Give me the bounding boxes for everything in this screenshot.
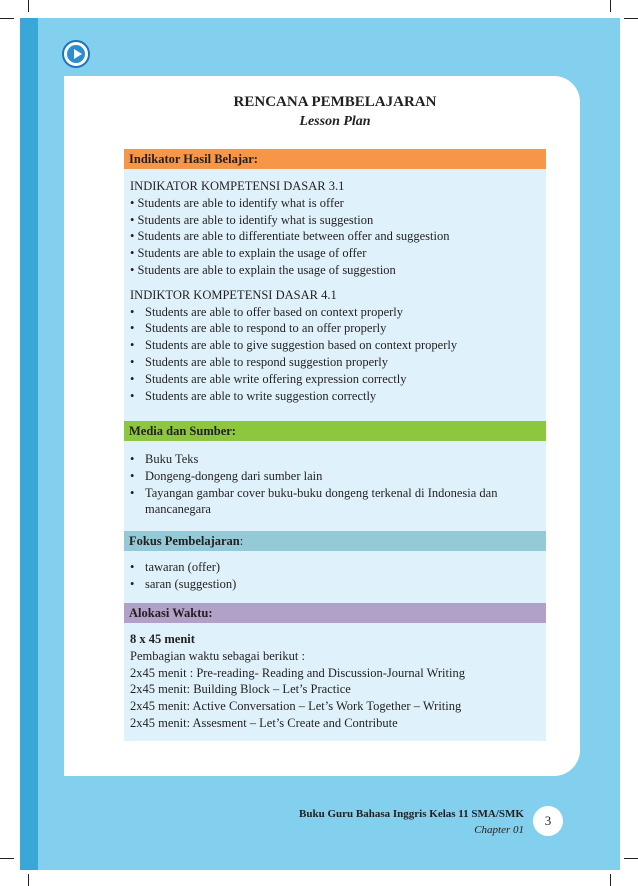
list-item: • Students are able to differentiate between offer and suggestion [130, 229, 450, 244]
time-total: 8 x 45 menit [130, 632, 195, 646]
crop-mark [28, 874, 29, 886]
section-heading-media: Media dan Sumber: [124, 421, 546, 441]
page-number: 3 [533, 806, 563, 836]
list-item: • Students are able to offer based on context properly [130, 304, 404, 319]
time-line: 2x45 menit: Active Conversation – Let’s Work Together – Writing [130, 699, 462, 714]
list-item: • Students are able to explain the usage of suggestion [130, 262, 396, 277]
page-subtitle: Lesson Plan [299, 114, 371, 129]
page-title: RENCANA PEMBELAJARAN [233, 94, 437, 110]
crop-mark [28, 0, 29, 12]
time-line: 2x45 menit: Assesment – Let’s Create and Contribute [130, 715, 398, 730]
list-item: • Students are able to identify what is suggestion [130, 212, 374, 227]
section-heading-fokus: Fokus Pembelajaran: [124, 531, 546, 551]
kd31-title: INDIKATOR KOMPETENSI DASAR 3.1 [130, 179, 345, 193]
time-line: 2x45 menit : Pre-reading- Reading and Discussion-Journal Writing [130, 665, 465, 680]
list-item: • Students are able to explain the usage of offer [130, 246, 367, 261]
crop-mark [0, 858, 14, 859]
time-intro: Pembagian waktu sebagai berikut : [130, 648, 305, 663]
section-body-media [124, 441, 546, 531]
list-item: • Students are able to identify what is offer [130, 195, 344, 210]
list-item: • Students are able to respond to an offer properly [130, 321, 387, 336]
footer-book-title: Buku Guru Bahasa Inggris Kelas 11 SMA/SMK [299, 808, 524, 820]
list-item: • tawaran (offer) [130, 560, 221, 574]
list-item: • Dongeng-dongeng dari sumber lain [130, 468, 323, 483]
list-item: • Students are able to write suggestion correctly [130, 388, 377, 403]
section-heading-indikator: Indikator Hasil Belajar: [124, 149, 546, 169]
section-heading-alokasi: Alokasi Waktu: [124, 603, 546, 623]
time-line: 2x45 menit: Building Block – Let’s Practice [130, 682, 351, 697]
section-body-alokasi [124, 623, 546, 741]
footer-chapter: Chapter 01 [474, 824, 524, 836]
crop-mark [624, 18, 638, 19]
kd41-title: INDIKTOR KOMPETENSI DASAR 4.1 [130, 287, 337, 302]
list-item: • saran (suggestion) [130, 576, 237, 591]
play-icon[interactable] [62, 40, 90, 68]
crop-mark [624, 858, 638, 859]
crop-mark [610, 874, 611, 886]
section-body-fokus [124, 551, 546, 603]
section-body-indikator [124, 169, 546, 421]
crop-mark [610, 0, 611, 12]
list-item: • Buku Teks [130, 452, 199, 466]
list-item: • Students are able write offering expression correctly [130, 371, 407, 386]
list-item: • Tayangan gambar cover buku-buku dongeng terkenal di Indonesia dan mancanegara [130, 485, 498, 517]
list-item: • Students are able to give suggestion based on context properly [130, 338, 458, 353]
crop-mark [0, 18, 14, 19]
list-item: • Students are able to respond suggestion properly [130, 354, 389, 369]
